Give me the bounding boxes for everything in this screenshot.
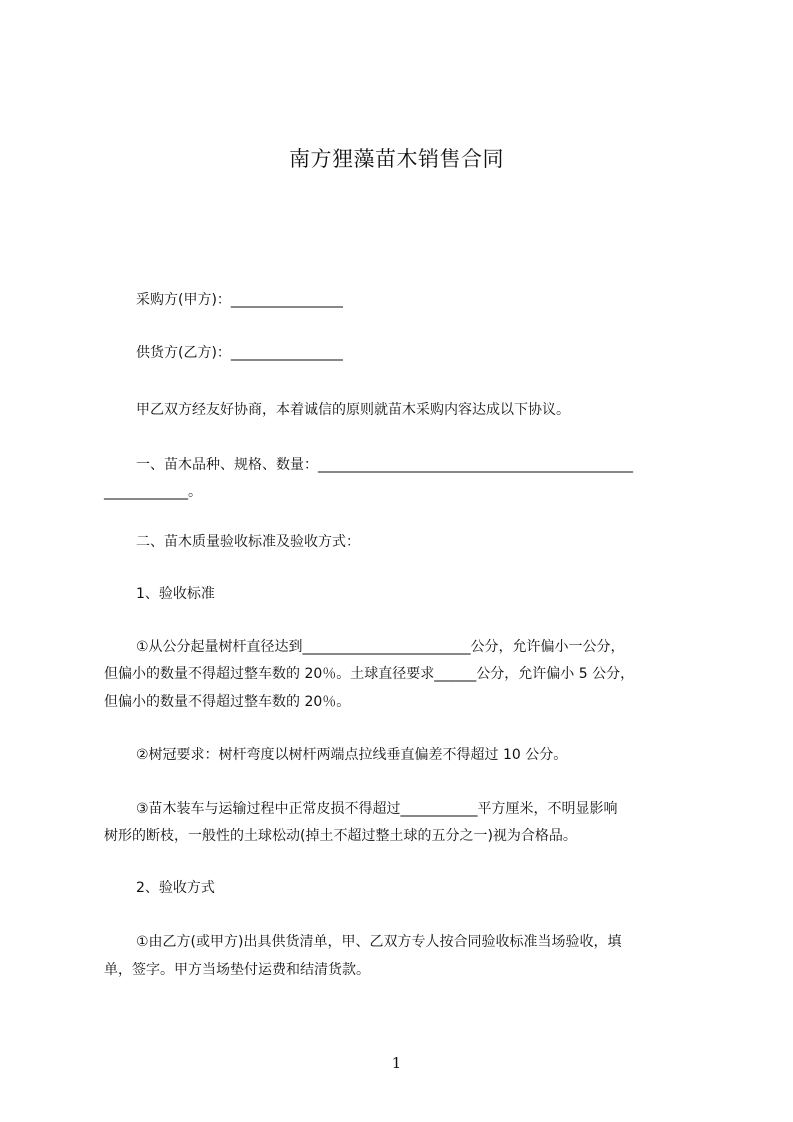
clause-3-line-2: 树形的断枝，一般性的土球松动(掉土不超过整土球的五分之一)视为合格品。 — [104, 828, 577, 844]
clause-2: ②树冠要求：树杆弯度以树杆两端点拉线垂直偏差不得超过 10 公分。 — [136, 747, 568, 763]
acceptance-method-heading: 2、验收方式 — [136, 880, 215, 896]
section-1-heading: 一、苗木品种、规格、数量：_____________________________________________ — [136, 457, 633, 473]
section-1-continuation: ____________。 — [104, 484, 202, 500]
page-number: 1 — [391, 1054, 402, 1072]
supplier-line: 供货方(乙方)：________________ — [136, 345, 343, 361]
clause-3-line-1: ③苗木装车与运输过程中正常皮损不得超过___________平方厘米，不明显影响 — [136, 801, 618, 817]
section-2-heading: 二、苗木质量验收标准及验收方式： — [136, 534, 360, 550]
clause-1-line-2: 但偏小的数量不得超过整车数的 20％。土球直径要求______公分，允许偏小 5 公分， — [104, 666, 635, 682]
method-clause-line-2: 单，签字。甲方当场垫付运费和结清货款。 — [104, 962, 370, 978]
clause-1-line-3: 但偏小的数量不得超过整车数的 20％。 — [104, 694, 351, 710]
contract-title: 南方狸藻苗木销售合同 — [289, 147, 504, 171]
method-clause-line-1: ①由乙方(或甲方)出具供货清单，甲、乙双方专人按合同验收标准当场验收，填 — [136, 934, 622, 950]
buyer-line: 采购方(甲方)：________________ — [136, 292, 343, 308]
clause-1-line-1: ①从公分起量树杆直径达到________________________公分，允许偏小一公分， — [136, 639, 625, 655]
agreement-intro: 甲乙双方经友好协商，本着诚信的原则就苗木采购内容达成以下协议。 — [136, 402, 570, 418]
acceptance-standard-heading: 1、验收标准 — [136, 586, 215, 602]
